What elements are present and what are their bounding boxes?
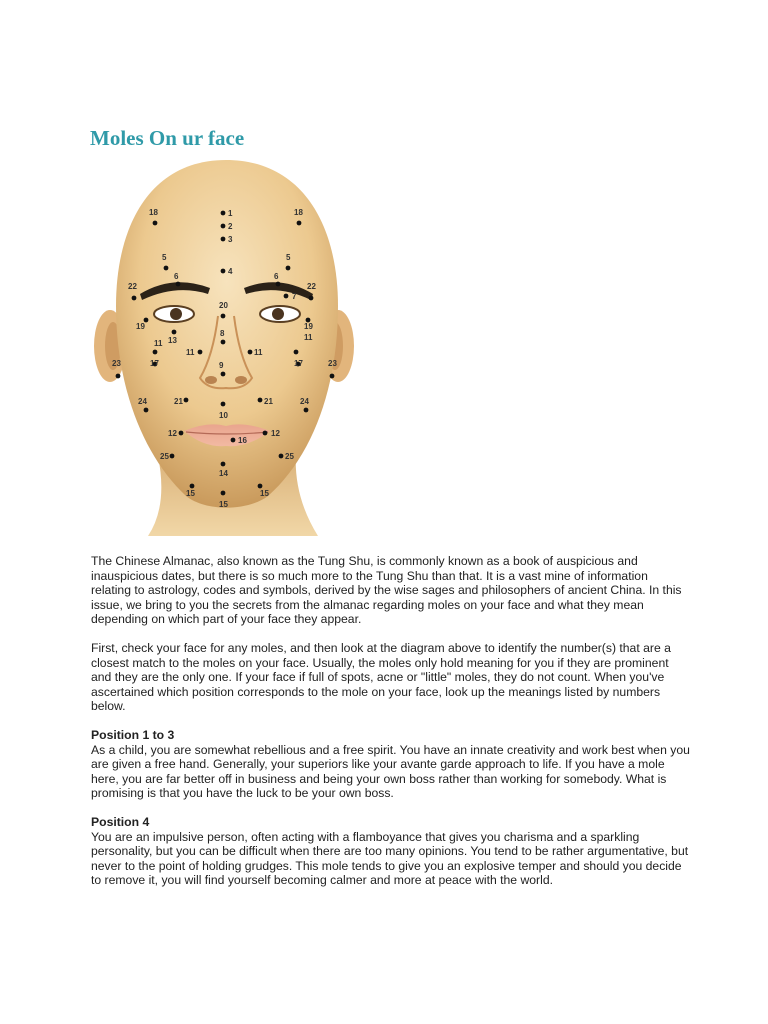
mole-position-label: 5: [286, 253, 291, 262]
mole-position-label: 21: [264, 397, 273, 406]
page-title: Moles On ur face: [90, 126, 245, 150]
mole-marker-dot: [286, 266, 291, 271]
mole-position-label: 15: [219, 500, 228, 509]
mole-position-label: 11: [254, 348, 263, 357]
section-heading-position-4: Position 4: [91, 814, 150, 829]
mole-position-label: 25: [160, 452, 169, 461]
mole-position-label: 12: [168, 429, 177, 438]
mole-marker-dot: [221, 237, 226, 242]
mole-position-label: 17: [150, 359, 159, 368]
mole-marker-dot: [179, 431, 184, 436]
mole-marker-dot: [263, 431, 268, 436]
mole-marker-dot: [309, 296, 314, 301]
mole-marker-dot: [221, 402, 226, 407]
mole-marker-dot: [176, 282, 181, 287]
mole-marker-dot: [221, 372, 226, 377]
mole-marker-dot: [170, 454, 175, 459]
mole-position-label: 6: [174, 272, 179, 281]
mole-marker-dot: [297, 221, 302, 226]
mole-position-label: 5: [162, 253, 167, 262]
mole-position-label: 16: [238, 436, 247, 445]
mole-marker-dot: [276, 282, 281, 287]
face-mole-diagram: [88, 156, 364, 536]
mole-marker-dot: [221, 224, 226, 229]
mole-marker-dot: [190, 484, 195, 489]
mole-marker-dot: [258, 398, 263, 403]
mole-position-label: 6: [274, 272, 279, 281]
face-illustration: [88, 156, 364, 536]
mole-marker-dot: [248, 350, 253, 355]
mole-marker-dot: [258, 484, 263, 489]
section-text-position-4: You are an impulsive person, often acting with a flamboyance that gives you charisma and a sparkling personality, but you can be difficult when there are too many opinions. You tend to be rather argumentative, but never to the point of holding grudges. This mole tends to give you an explosive temper and should you decide to remove it, you will find yourself becoming calmer and more at peace with the world.: [91, 829, 689, 888]
mole-position-label: 15: [260, 489, 269, 498]
mole-marker-dot: [304, 408, 309, 413]
mole-position-label: 1: [228, 209, 233, 218]
mole-position-label: 11: [186, 348, 195, 357]
mole-marker-dot: [221, 269, 226, 274]
mole-position-label: 22: [307, 282, 316, 291]
mole-marker-dot: [116, 374, 121, 379]
mole-position-label: 4: [228, 267, 233, 276]
mole-position-label: 20: [219, 301, 228, 310]
mole-position-label: 19: [304, 322, 313, 331]
mole-position-label: 11: [304, 333, 313, 342]
mole-position-label: 7: [292, 292, 297, 301]
mole-position-label: 21: [174, 397, 183, 406]
mole-marker-dot: [132, 296, 137, 301]
mole-marker-dot: [184, 398, 189, 403]
mole-position-label: 24: [138, 397, 147, 406]
mole-marker-dot: [221, 462, 226, 467]
mole-position-label: 15: [186, 489, 195, 498]
section-heading-position-1-3: Position 1 to 3: [91, 727, 175, 742]
intro-paragraph: The Chinese Almanac, also known as the Tung Shu, is commonly known as a book of auspicious and inauspicious dates, but there is so much more to the Tung Shu than that. It is a vast mine of information relating to astrology, codes and symbols, derived by the wise sages and philosophers of ancient China. In this issue, we bring to you the secrets from the almanac regarding moles on your face and what they mean depending on which part of your face they appear.: [91, 554, 682, 627]
mole-position-label: 23: [328, 359, 337, 368]
mole-marker-dot: [231, 438, 236, 443]
section-text-position-1-3: As a child, you are somewhat rebellious and a free spirit. You have an innate creativity and work best when you are given a free hand. Generally, your superiors like your avante garde approach to life. If you have a mole here, you are far better off in business and being your own boss rather than working for somebody. What is promising is that you have the luck to be your own boss.: [91, 742, 690, 801]
mole-marker-dot: [164, 266, 169, 271]
mole-marker-dot: [330, 374, 335, 379]
mole-marker-dot: [279, 454, 284, 459]
mole-position-label: 11: [154, 339, 163, 348]
mole-position-label: 8: [220, 329, 225, 338]
mole-position-label: 19: [136, 322, 145, 331]
mole-position-label: 25: [285, 452, 294, 461]
mole-position-label: 3: [228, 235, 233, 244]
mole-marker-dot: [294, 350, 299, 355]
mole-marker-dot: [221, 340, 226, 345]
mole-position-label: 23: [112, 359, 121, 368]
mole-position-label: 24: [300, 397, 309, 406]
mole-position-label: 18: [149, 208, 158, 217]
mole-position-label: 9: [219, 361, 224, 370]
mole-marker-dot: [284, 294, 289, 299]
mole-position-label: 13: [168, 336, 177, 345]
mole-position-label: 10: [219, 411, 228, 420]
article-body: [91, 554, 691, 902]
mole-position-label: 17: [294, 359, 303, 368]
mole-position-label: 22: [128, 282, 137, 291]
mole-marker-dot: [221, 314, 226, 319]
mole-position-label: 2: [228, 222, 233, 231]
mole-marker-dot: [221, 491, 226, 496]
mole-marker-dot: [221, 211, 226, 216]
mole-position-label: 14: [219, 469, 228, 478]
mole-marker-dot: [172, 330, 177, 335]
instructions-paragraph: First, check your face for any moles, and then look at the diagram above to identify the number(s) that are a closest match to the moles on your face. Usually, the moles only hold meaning for you if they are prominent and they are the only one. If your face if full of spots, acne or "little" moles, they do not count. When you've ascertained which position corresponds to the mole on your face, look up the meanings listed by numbers below.: [91, 640, 671, 714]
mole-position-label: 12: [271, 429, 280, 438]
mole-marker-dot: [198, 350, 203, 355]
mole-marker-dot: [153, 350, 158, 355]
mole-marker-dot: [144, 408, 149, 413]
mole-position-label: 18: [294, 208, 303, 217]
mole-marker-dot: [153, 221, 158, 226]
